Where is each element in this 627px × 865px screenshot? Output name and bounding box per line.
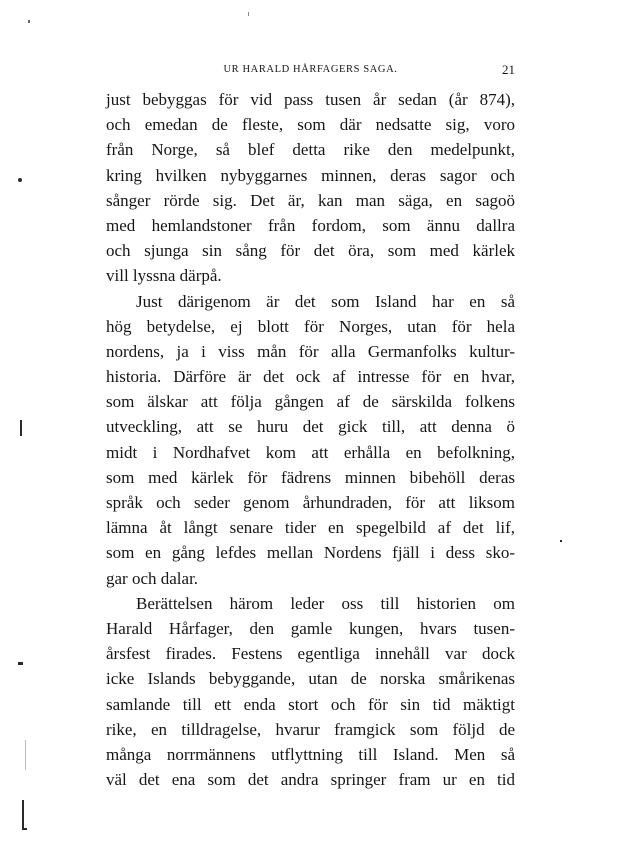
text-line: från Norge, så blef detta rike den medelpunkt,	[106, 140, 515, 160]
scan-speck	[22, 800, 24, 830]
running-title: UR HARALD HÅRFAGERS SAGA.	[223, 64, 398, 75]
text-line: vill lyssna därpå.	[106, 266, 222, 286]
text-line: sånger rörde sig. Det är, kan man säga, en sagoö	[106, 190, 515, 210]
scan-speck	[18, 662, 23, 665]
text-line: just bebyggas för vid pass tusen år sedan (år 874),	[106, 90, 515, 109]
text-line: lämna åt långt senare tider en spegelbild af det lif,	[106, 518, 515, 538]
scan-speck	[20, 420, 22, 436]
text-line: kring hvilken nybyggarnes minnen, deras sagor och	[106, 165, 515, 185]
scan-speck	[560, 540, 562, 542]
text-line: rike, en tilldragelse, hvarur framgick som följd de	[106, 719, 515, 739]
scan-speck	[18, 178, 22, 182]
text-line: väl det ena som det andra springer fram ur en tid	[106, 770, 515, 790]
text-line: och emedan de fleste, som där nedsatte sig, voro	[106, 115, 515, 135]
text-line: gar och dalar.	[106, 568, 199, 588]
scan-speck	[25, 740, 26, 770]
text-line: utveckling, att se huru det gick till, att denna ö	[106, 417, 515, 437]
text-line: som älskar att följa gången af de särskilda folkens	[106, 392, 515, 412]
page-number: 21	[502, 62, 515, 77]
text-line: och sjunga sin sång för det öra, som med kärlek	[106, 241, 515, 261]
text-line: som en gång lefdes mellan Nordens fjäll i dess sko-	[106, 543, 515, 563]
text-line: historia. Därföre är det ock af intresse för en hvar,	[106, 367, 515, 387]
body-text	[106, 87, 515, 792]
text-line: som med kärlek för fädrens minnen bibehöll deras	[106, 467, 515, 487]
scan-speck	[22, 828, 27, 830]
text-line: samlande till ett enda stort och för sin tid mäktigt	[106, 694, 515, 714]
text-line: midt i Nordhafvet kom att erhålla en befolkning,	[106, 442, 515, 462]
text-line: Just därigenom är det som Island har en så	[136, 291, 515, 311]
text-line: icke Islands bebyggande, utan de norska smårikenas	[106, 669, 515, 689]
text-line: hög betydelse, ej blott för Norges, utan för hela	[106, 316, 515, 336]
scan-speck	[248, 12, 249, 16]
scan-speck	[28, 20, 30, 23]
text-line: Berättelsen härom leder oss till historien om	[136, 593, 515, 613]
running-header	[106, 62, 515, 80]
text-line: nordens, ja i viss mån för alla Germanfolks kultur-	[106, 341, 515, 361]
text-line: språk och seder genom århundraden, för att liksom	[106, 493, 515, 512]
text-line: med hemlandstoner från fordom, som ännu dallra	[106, 215, 515, 235]
text-line: Harald Hårfager, den gamle kungen, hvars tusen-	[106, 618, 515, 638]
text-line: många norrmännens utflyttning till Island. Men så	[106, 744, 515, 764]
text-line: årsfest firades. Festens egentliga innehåll var dock	[106, 644, 515, 664]
